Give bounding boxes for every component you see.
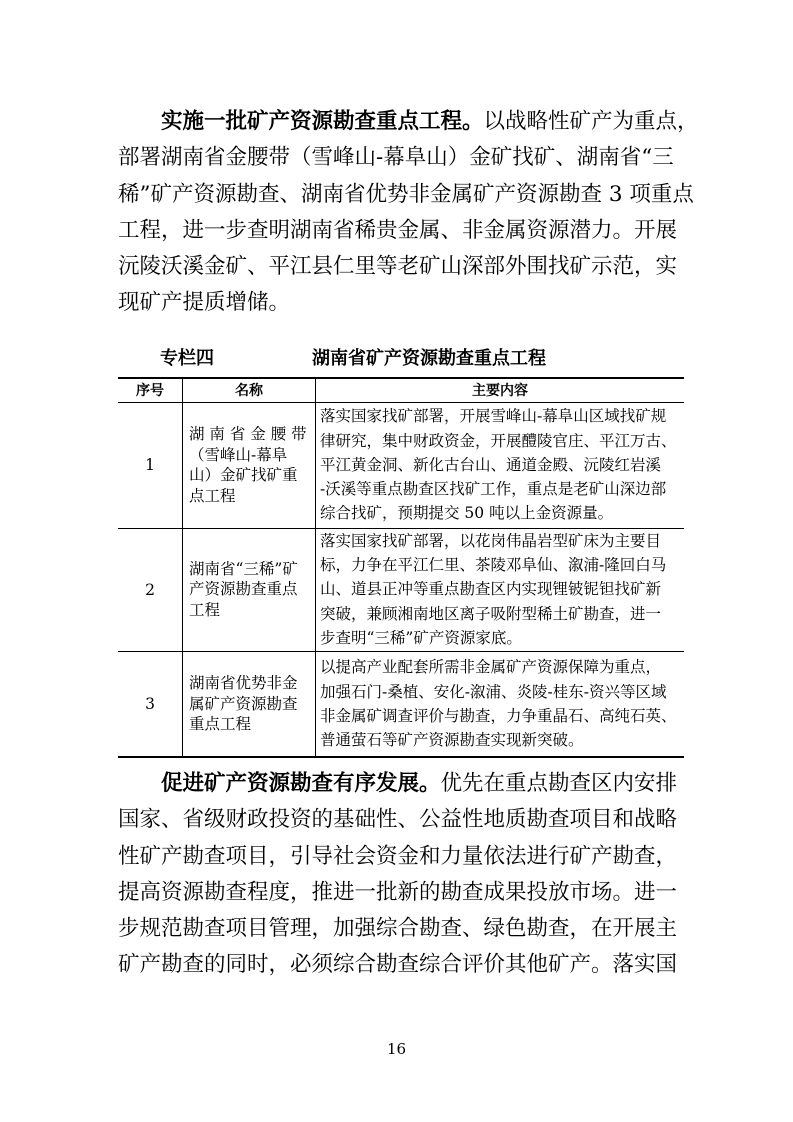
row-name: 湖南省“三稀”矿 产资源勘查重点 工程: [183, 528, 316, 651]
row-number: 2: [118, 528, 183, 651]
table-row: [118, 651, 684, 757]
row-content: 落实国家找矿部署，以花岗伟晶岩型矿床为主要目 标，力争在平江仁里、茶陵邓阜仙、溆浦-隆回白马 山、道县正冲等重点勘查区内实现锂铍铌钽找矿新 突破，兼顾湘南地区离子吸附型稀土矿勘查，进一 步查明“三稀”矿产资源家底。: [316, 528, 685, 651]
para2-line: 促进矿产资源勘查有序发展。优先在重点勘查区内安排: [161, 771, 678, 796]
para2-line: 步规范勘查项目管理，加强综合勘查、绿色勘查，在开展主: [118, 916, 678, 942]
paragraph-orderly-development: [118, 766, 684, 984]
page-number: 16: [386, 1040, 407, 1058]
para2-heading: 促进矿产资源勘查有序发展。: [161, 771, 441, 796]
projects-table: [118, 377, 684, 758]
table-row: [118, 528, 684, 651]
para1-line: 部署湖南省金腰带（雪峰山-幕阜山）金矿找矿、湖南省“三: [118, 145, 674, 171]
header-no: 序号: [118, 378, 183, 402]
row-content: 以提高产业配套所需非金属矿产资源保障为重点， 加强石门-桑植、安化-溆浦、炎陵-桂东-资兴等区域 非金属矿调查评价与勘查，力争重晶石、高纯石英、 普通萤石等矿产资源勘查实现新突破。: [316, 651, 685, 757]
para2-line: 提高资源勘查程度，推进一批新的勘查成果投放市场。进一: [118, 879, 678, 905]
para1-line: 沅陵沃溪金矿、平江县仁里等老矿山深部外围找矿示范，实: [118, 254, 678, 280]
header-name: 名称: [183, 378, 316, 402]
table-label: 专栏四: [160, 348, 214, 369]
table-title: 湖南省矿产资源勘查重点工程: [312, 348, 546, 369]
para1-line: 现矿产提质增储。: [118, 290, 291, 316]
para2-line: 国家、省级财政投资的基础性、公益性地质勘查项目和战略: [118, 807, 678, 833]
para1-heading: 实施一批矿产资源勘查重点工程。: [161, 109, 484, 134]
row-name: 湖南省优势非金 属矿产资源勘查 重点工程: [183, 651, 316, 757]
row-name: 湖 南 省 金 腰 带 （雪峰山-幕阜 山）金矿找矿重 点工程: [183, 402, 316, 528]
table-row: [118, 402, 684, 528]
row-content: 落实国家找矿部署，开展雪峰山-幕阜山区域找矿规 律研究，集中财政资金，开展醴陵官庄、平江万古、 平江黄金洞、新化古台山、通道金殿、沅陵红岩溪 -沃溪等重点勘查区找矿工作，重点是老矿山深边部 综合找矿，预期提交 50 吨以上金资源量。: [316, 402, 685, 528]
table-header-row: [118, 378, 684, 402]
para1-line: 稀”矿产资源勘查、湖南省优势非金属矿产资源勘查 3 项重点: [118, 181, 694, 207]
para2-line: 性矿产勘查项目，引导社会资金和力量依法进行矿产勘查，: [118, 843, 678, 869]
header-content: 主要内容: [316, 378, 685, 402]
para1-line: 实施一批矿产资源勘查重点工程。以战略性矿产为重点，: [161, 109, 699, 134]
paragraph-exploration-projects: [118, 104, 699, 322]
row-number: 3: [118, 651, 183, 757]
row-number: 1: [118, 402, 183, 528]
para1-line: 工程，进一步查明湖南省稀贵金属、非金属资源潜力。开展: [118, 217, 678, 243]
para2-line: 矿产勘查的同时，必须综合勘查综合评价其他矿产。落实国: [118, 952, 678, 978]
